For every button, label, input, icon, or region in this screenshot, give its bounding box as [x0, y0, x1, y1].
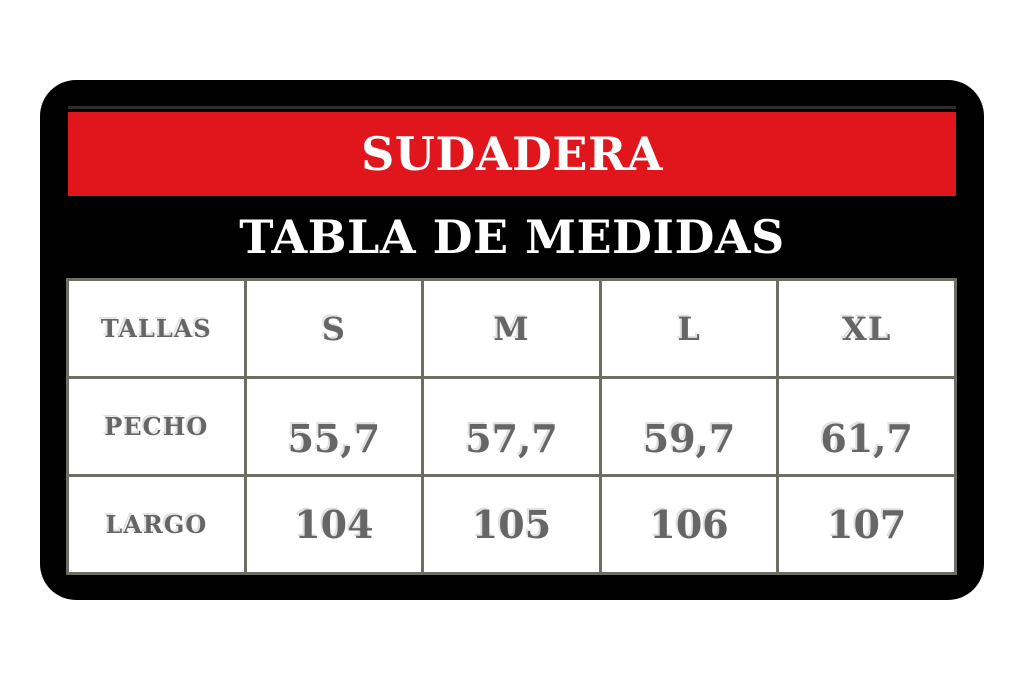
- largo-cell-s: 104: [245, 476, 423, 574]
- size-cell-l: L: [600, 280, 778, 378]
- pecho-cell-s: 55,7: [245, 378, 423, 476]
- size-cell-m: M: [423, 280, 601, 378]
- subtitle-band: [68, 196, 956, 278]
- pecho-cell-xl: 61,7: [778, 378, 956, 476]
- measurements-table: [66, 278, 957, 575]
- row-label-largo: LARGO: [68, 476, 246, 574]
- product-title-banner: [68, 112, 956, 196]
- chart-subtitle: TABLA DE MEDIDAS: [239, 210, 785, 264]
- size-cell-xl: XL: [778, 280, 956, 378]
- row-label-pecho: PECHO: [68, 378, 246, 476]
- table-row-tallas: [68, 280, 956, 378]
- size-chart-card: [40, 80, 984, 600]
- top-accent-line: [68, 106, 956, 109]
- table-row-largo: [68, 476, 956, 574]
- product-title: SUDADERA: [361, 127, 663, 181]
- row-label-tallas: TALLAS: [68, 280, 246, 378]
- largo-cell-l: 106: [600, 476, 778, 574]
- table-row-pecho: [68, 378, 956, 476]
- measurements-table-container: [66, 278, 957, 575]
- size-cell-s: S: [245, 280, 423, 378]
- pecho-cell-l: 59,7: [600, 378, 778, 476]
- pecho-cell-m: 57,7: [423, 378, 601, 476]
- largo-cell-xl: 107: [778, 476, 956, 574]
- largo-cell-m: 105: [423, 476, 601, 574]
